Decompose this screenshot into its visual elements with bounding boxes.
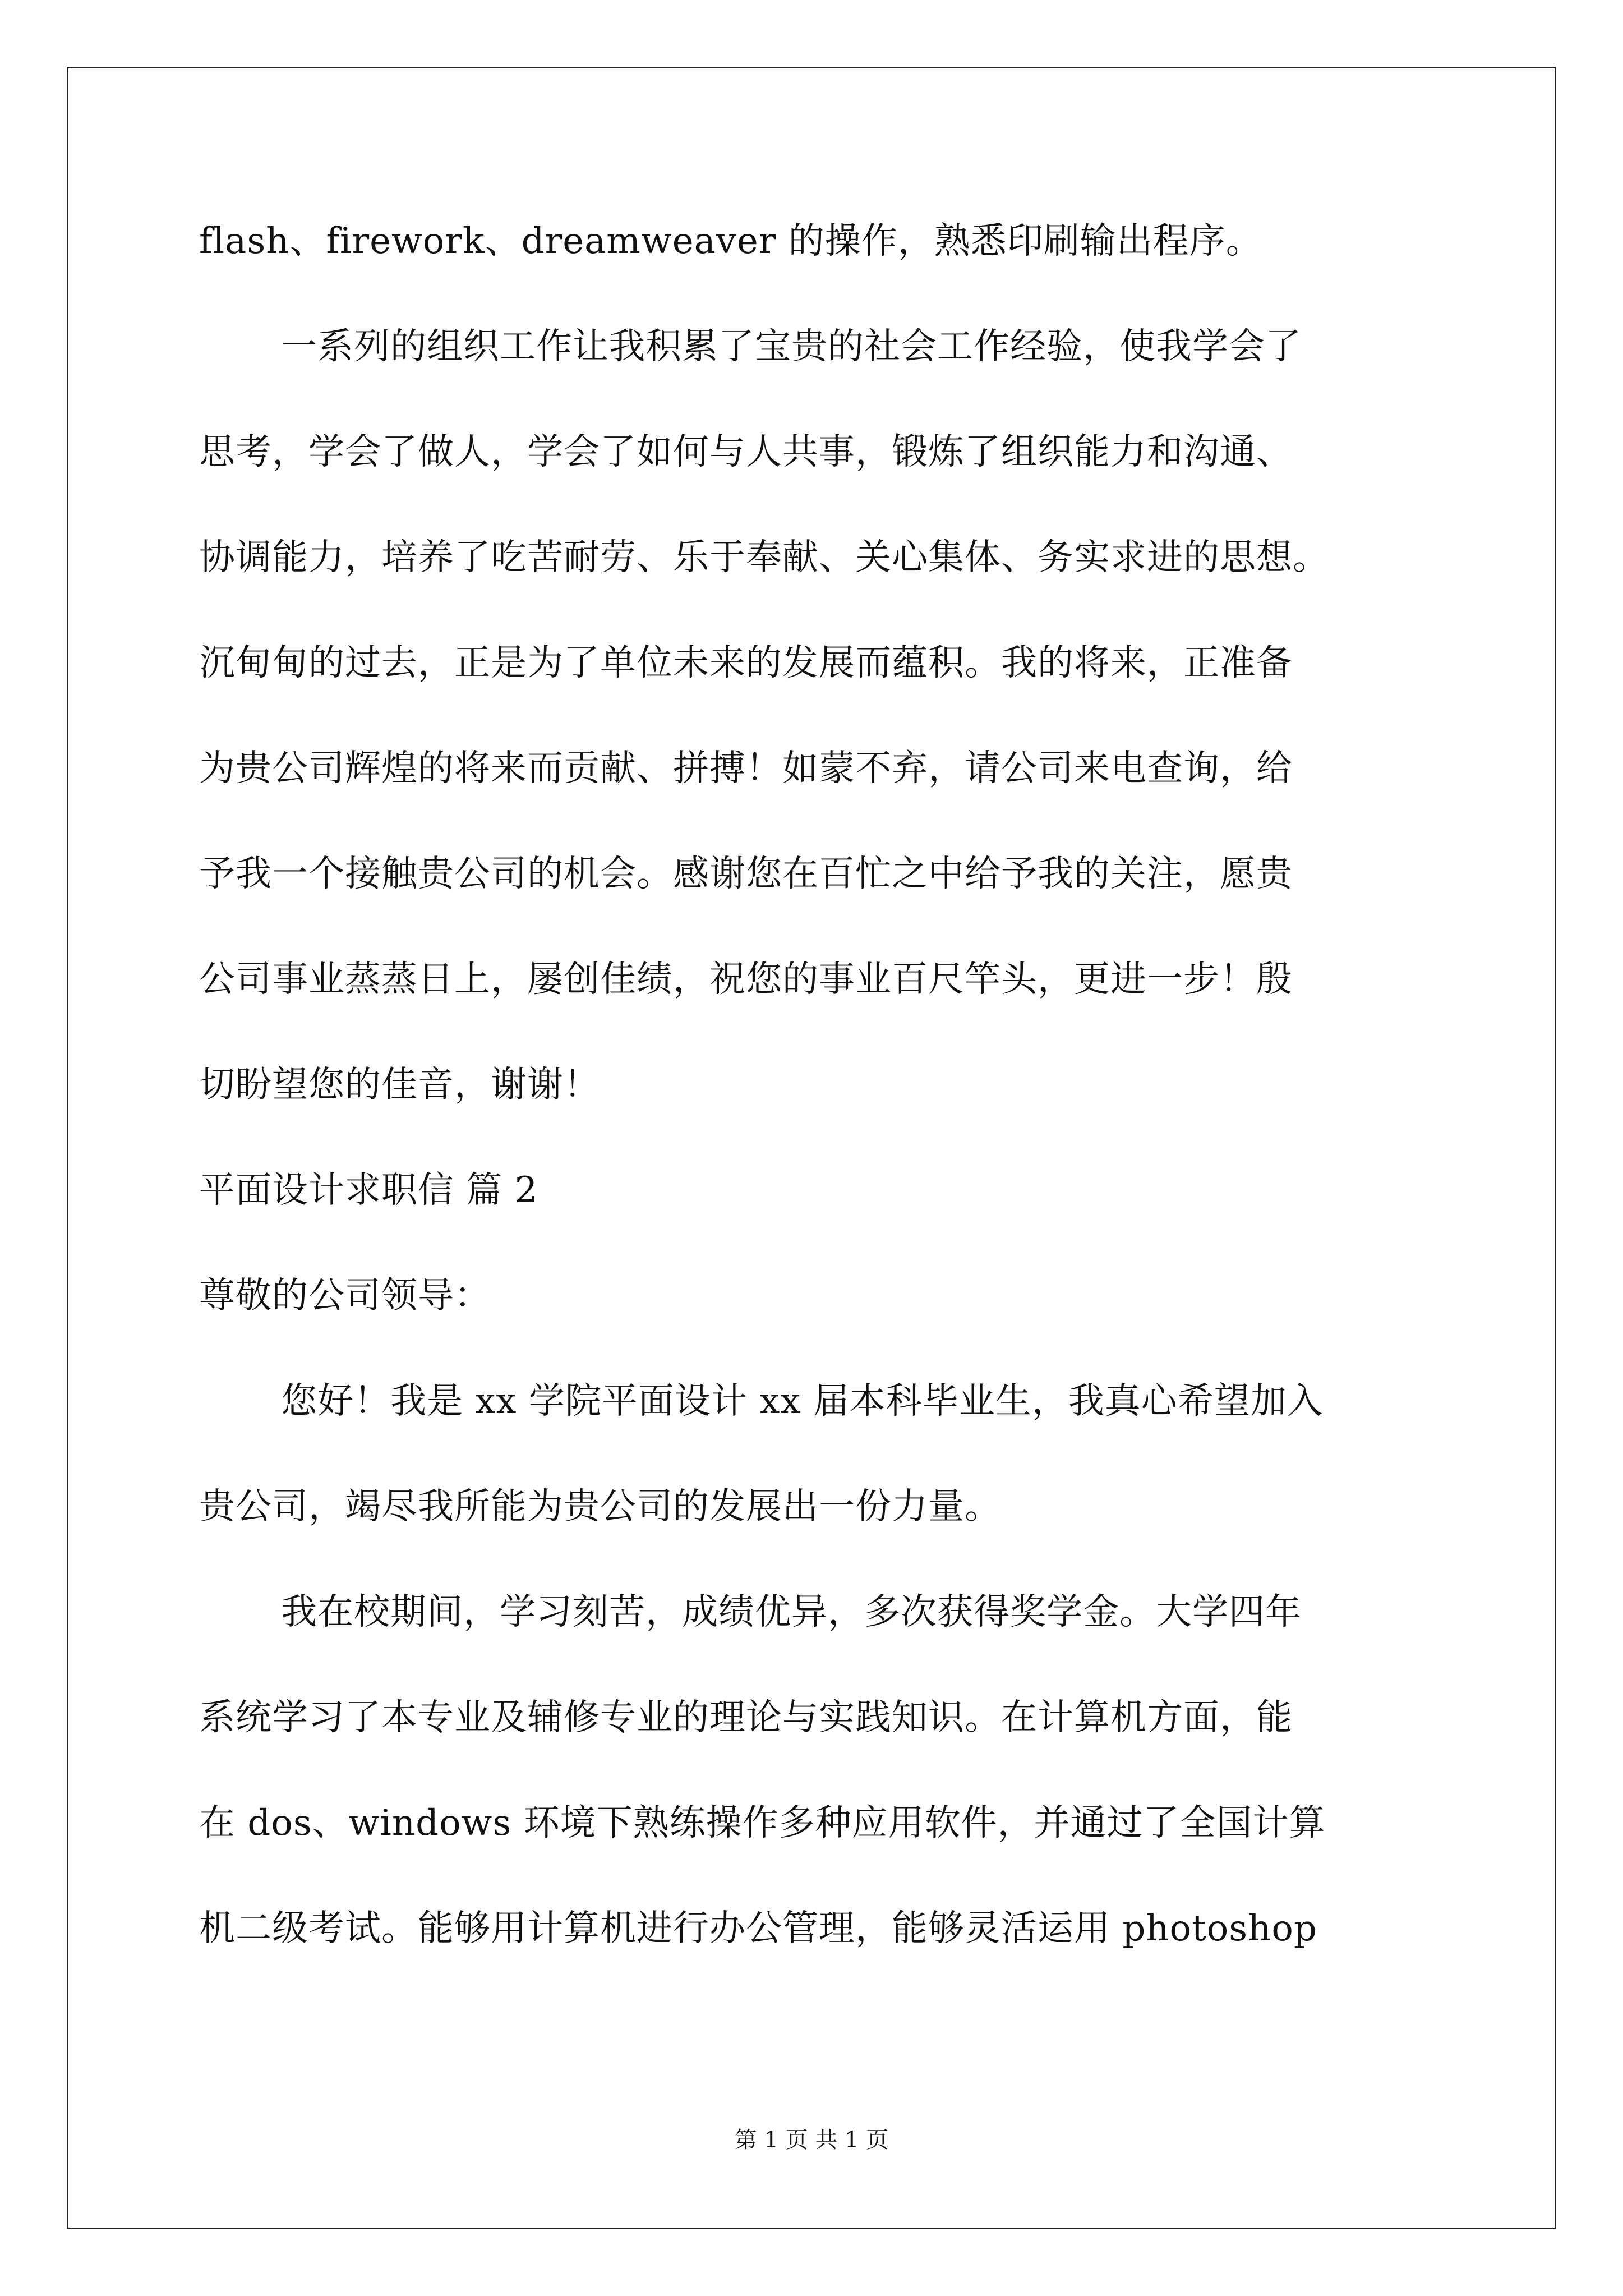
paragraph-line: 我在校期间，学习刻苦，成绩优异，多次获得奖学金。大学四年 — [281, 1591, 1302, 1633]
text-line: 机二级考试。能够用计算机进行办公管理，能够灵活运用 photoshop — [199, 1908, 1317, 1949]
text-line: 切盼望您的佳音，谢谢！ — [199, 1064, 600, 1106]
text-line: 协调能力，培养了吃苦耐劳、乐于奉献、关心集体、务实求进的思想。 — [199, 537, 1329, 578]
text-line: 沉甸甸的过去，正是为了单位未来的发展而蕴积。我的将来，正准备 — [199, 642, 1293, 684]
paragraph-line: 一系列的组织工作让我积累了宝贵的社会工作经验，使我学会了 — [281, 326, 1302, 367]
salutation: 尊敬的公司领导： — [199, 1275, 491, 1317]
text-line: 贵公司，竭尽我所能为贵公司的发展出一份力量。 — [199, 1486, 1001, 1527]
text-line: 思考，学会了做人，学会了如何与人共事，锻炼了组织能力和沟通、 — [199, 431, 1293, 473]
text-line: 系统学习了本专业及辅修专业的理论与实践知识。在计算机方面，能 — [199, 1697, 1293, 1738]
page-border — [67, 67, 1556, 2229]
section-heading: 平面设计求职信 篇 2 — [199, 1170, 538, 1211]
text-line: 公司事业蒸蒸日上，屡创佳绩，祝您的事业百尺竿头，更进一步！殷 — [199, 959, 1293, 1000]
text-line: flash、firework、dreamweaver 的操作，熟悉印刷输出程序。 — [199, 220, 1262, 262]
paragraph-line: 您好！我是 xx 学院平面设计 xx 届本科毕业生，我真心希望加入 — [281, 1381, 1324, 1422]
text-line: 予我一个接触贵公司的机会。感谢您在百忙之中给予我的关注，愿贵 — [199, 853, 1293, 895]
page-footer: 第 1 页 共 1 页 — [734, 2127, 889, 2153]
text-line: 在 dos、windows 环境下熟练操作多种应用软件，并通过了全国计算 — [199, 1802, 1326, 1844]
text-line: 为贵公司辉煌的将来而贡献、拼搏！如蒙不弃，请公司来电查询，给 — [199, 748, 1293, 789]
